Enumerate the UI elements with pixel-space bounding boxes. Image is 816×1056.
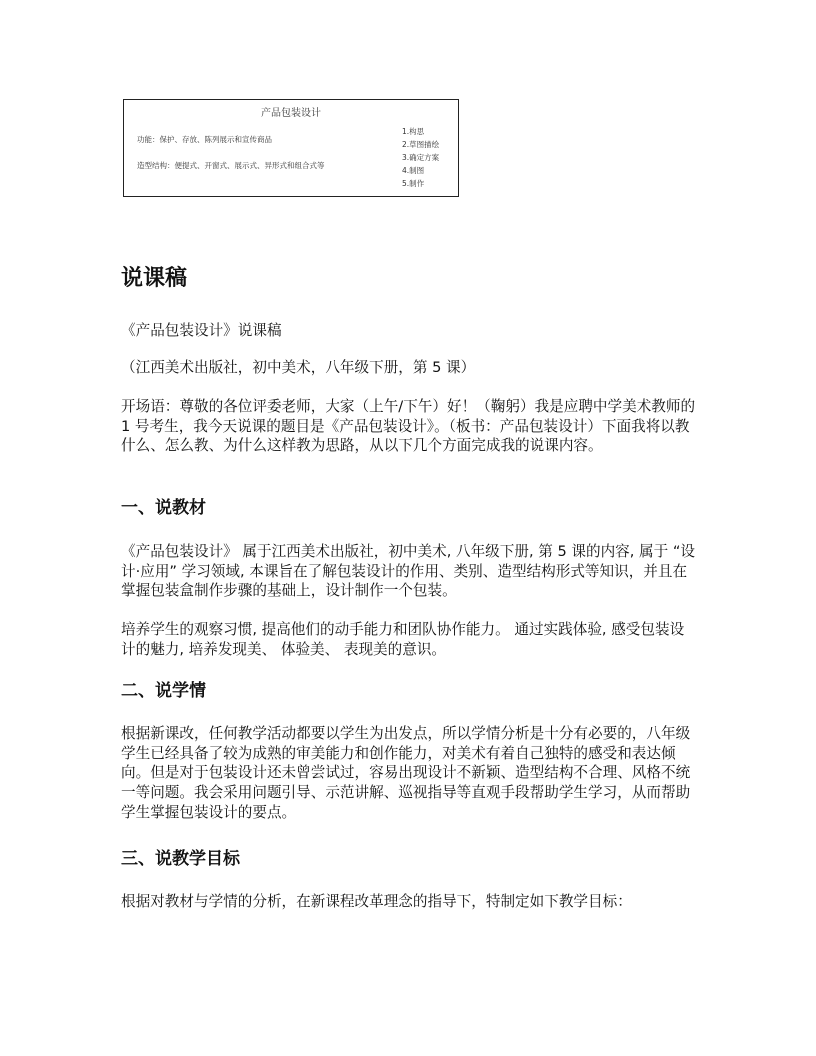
section-heading-textbook: 一、说教材 xyxy=(121,498,206,518)
document-title: 说课稿 xyxy=(121,266,188,291)
section-paragraph: 《产品包装设计》 属于江西美术出版社，初中美术, 八年级下册, 第 5 课的内容, 属于 “设计·应用” 学习领域, 本课旨在了解包装设计的作用、类别、造型结构形式等知识，并且在掌握包装盒制作步骤的基础上，设计制作一个包装。 xyxy=(121,543,696,600)
board-steps-list xyxy=(402,125,439,190)
section-heading-objectives: 三、说教学目标 xyxy=(121,849,240,869)
section-paragraph: 根据对教材与学情的分析，在新课程改革理念的指导下，特制定如下教学目标： xyxy=(121,893,632,910)
lesson-subtitle: 《产品包装设计》说课稿 xyxy=(121,322,282,339)
section-paragraph: 根据新课改，任何教学活动都要以学生为出发点，所以学情分析是十分有必要的，八年级学生已经具备了较为成熟的审美能力和创作能力，对美术有着自己独特的感受和表达倾向。但是对于包装设计还未曾尝试过，容易出现设计不新颖、造型结构不合理、风格不统一等问题。我会采用问题引导、示范讲解、巡视指导等直观手段帮助学生学习，从而帮助学生掌握包装设计的要点。 xyxy=(121,725,691,821)
board-title: 产品包装设计 xyxy=(261,108,321,119)
board-function-line: 功能：保护、存放、陈列展示和宣传商品 xyxy=(137,135,272,144)
opening-paragraph: 开场语：尊敬的各位评委老师，大家（上午/下午）好！（鞠躬）我是应聘中学美术教师的 1 号考生，我今天说课的题目是《产品包装设计》。（板书：产品包装设计）下面我将以教什么、怎么教、为什么这样教为思路，从以下几个方面完成我的说课内容。 xyxy=(121,398,696,455)
blackboard-design-box xyxy=(123,99,459,197)
board-step: 4.制图 xyxy=(402,166,425,175)
board-step: 5.制作 xyxy=(402,179,425,188)
board-step: 2.草图描绘 xyxy=(402,140,440,149)
board-step: 1.构思 xyxy=(402,127,425,136)
section-heading-students: 二、说学情 xyxy=(121,681,206,701)
board-structure-line: 造型结构：便提式、开窗式、展示式、异形式和组合式等 xyxy=(137,161,325,170)
section-paragraph: 培养学生的观察习惯, 提高他们的动手能力和团队协作能力。 通过实践体验, 感受包装设计的魅力, 培养发现美、 体验美、 表现美的意识。 xyxy=(121,621,685,658)
lesson-source: （江西美术出版社，初中美术，八年级下册，第 5 课） xyxy=(121,359,476,376)
board-step: 3.确定方案 xyxy=(402,153,440,162)
